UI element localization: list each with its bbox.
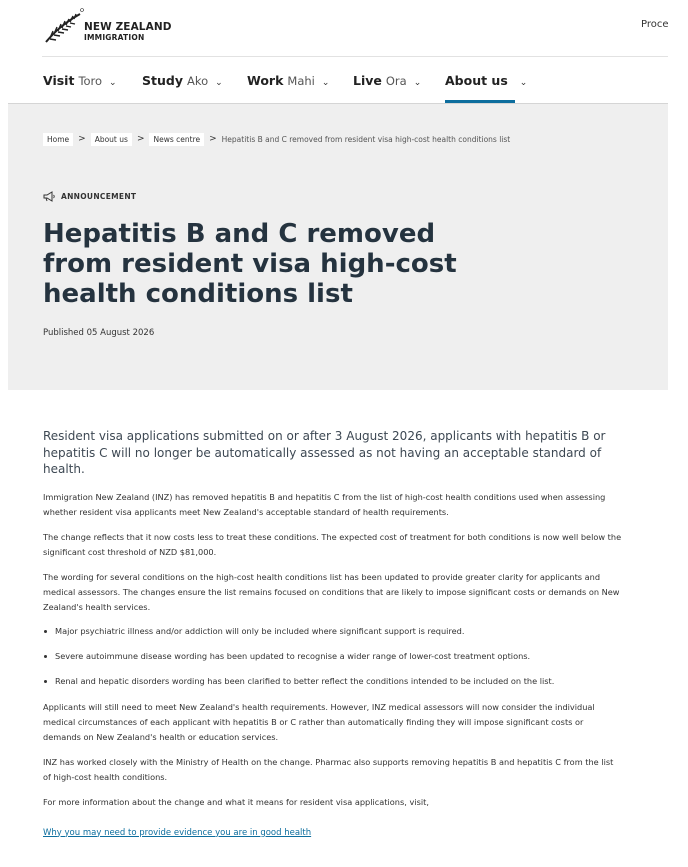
article-body [43,428,623,839]
site-header [0,0,688,56]
chevron-down-icon: ⌄ [321,78,330,88]
fern-logo-icon [44,8,84,48]
chevron-down-icon: ⌄ [519,78,528,88]
nav-item-maori: Ako [186,74,209,88]
chevron-down-icon: ⌄ [109,78,117,88]
breadcrumb-separator: > [78,134,86,144]
chevron-down-icon: ⌄ [413,78,422,88]
announcement-label: ANNOUNCEMENT [61,192,137,201]
nav-item-label: Visit [43,73,75,88]
list-item: Major psychiatric illness and/or addiction will only be included where significant support is required. [43,625,623,638]
chevron-down-icon: ⌄ [215,78,223,88]
paragraph-6: For more information about the change and what it means for resident visa applications, visit, [43,796,429,807]
breadcrumb-about-us[interactable]: About us [91,133,132,146]
nav-item-visit[interactable] [43,73,117,88]
breadcrumb-separator: > [136,134,145,144]
list-item: Renal and hepatic disorders wording has been clarified to better reflect the conditions intended to be included on the list. [43,675,623,688]
nav-item-live[interactable] [353,73,421,88]
page-title: Hepatitis B and C removed from resident visa high-cost health conditions list [43,219,457,309]
breadcrumb-separator: > [209,134,217,144]
bullet-list [43,625,623,688]
nav-item-maori: Ora [385,74,407,88]
paragraph-2: The change reflects that it now costs less to treat these conditions. The expected cost of treatment for both conditions is now well below the significant cost threshold of NZD $81,000. [43,531,622,557]
nav-item-maori: Mahi [287,74,315,88]
logo-text-line1: NEW ZEALAND [84,21,172,33]
published-date: Published 05 August 2026 [43,328,155,338]
megaphone-icon [43,191,56,202]
paragraph-3: The wording for several conditions on the high-cost health conditions list has been updated to provide greater clarity for applicants and medical assessors. The changes ensure the list remains focused on conditions that are likely to impose significant costs or demands on New Zealand's health services. [43,571,620,612]
process-link[interactable]: Proce [641,19,669,30]
announcement-tag [43,191,136,202]
nav-item-label: Work [247,73,284,88]
health-evidence-link[interactable]: Why you may need to provide evidence you are in good health [43,827,312,838]
nav-active-indicator [445,100,515,103]
paragraph-4: Applicants will still need to meet New Zealand's health requirements. However, INZ medical assessors will now consider the individual medical circumstances of each applicant with hepatitis B or C rather than automatically finding they will impose significant costs or demands on New Zealand's health or education services. [43,701,595,742]
nav-item-label: About us [445,73,508,88]
nav-item-maori: Toro [78,74,103,88]
main-nav [0,57,688,105]
list-item: Severe autoimmune disease wording has been updated to recognise a wider range of lower-cost treatment options. [43,650,623,663]
breadcrumb [43,131,510,147]
paragraph-5: INZ has worked closely with the Ministry of Health on the change. Pharmac also supports removing hepatitis B and hepatitis C from the list of high-cost health conditions. [43,756,614,782]
breadcrumb-home[interactable]: Home [43,133,73,146]
breadcrumb-current: Hepatitis B and C removed from resident visa high-cost health conditions list [221,134,511,144]
nav-item-about-us[interactable] [445,73,527,88]
nav-item-label: Live [353,73,382,88]
breadcrumb-news-centre[interactable]: News centre [149,133,204,146]
nav-item-study[interactable] [142,73,223,88]
nav-item-label: Study [142,73,183,88]
lead-paragraph: Resident visa applications submitted on or after 3 August 2026, applicants with hepatitis B or hepatitis C will no longer be automatically assessed as not having an acceptable standard of health. [43,429,606,476]
logo-text-line2: IMMIGRATION [84,33,145,42]
paragraph-1: Immigration New Zealand (INZ) has removed hepatitis B and hepatitis C from the list of high-cost health conditions used when assessing whether resident visa applicants meet New Zealand's acceptable standard of health requirements. [43,491,606,517]
nav-item-work[interactable] [247,73,329,88]
logo[interactable] [44,8,174,48]
